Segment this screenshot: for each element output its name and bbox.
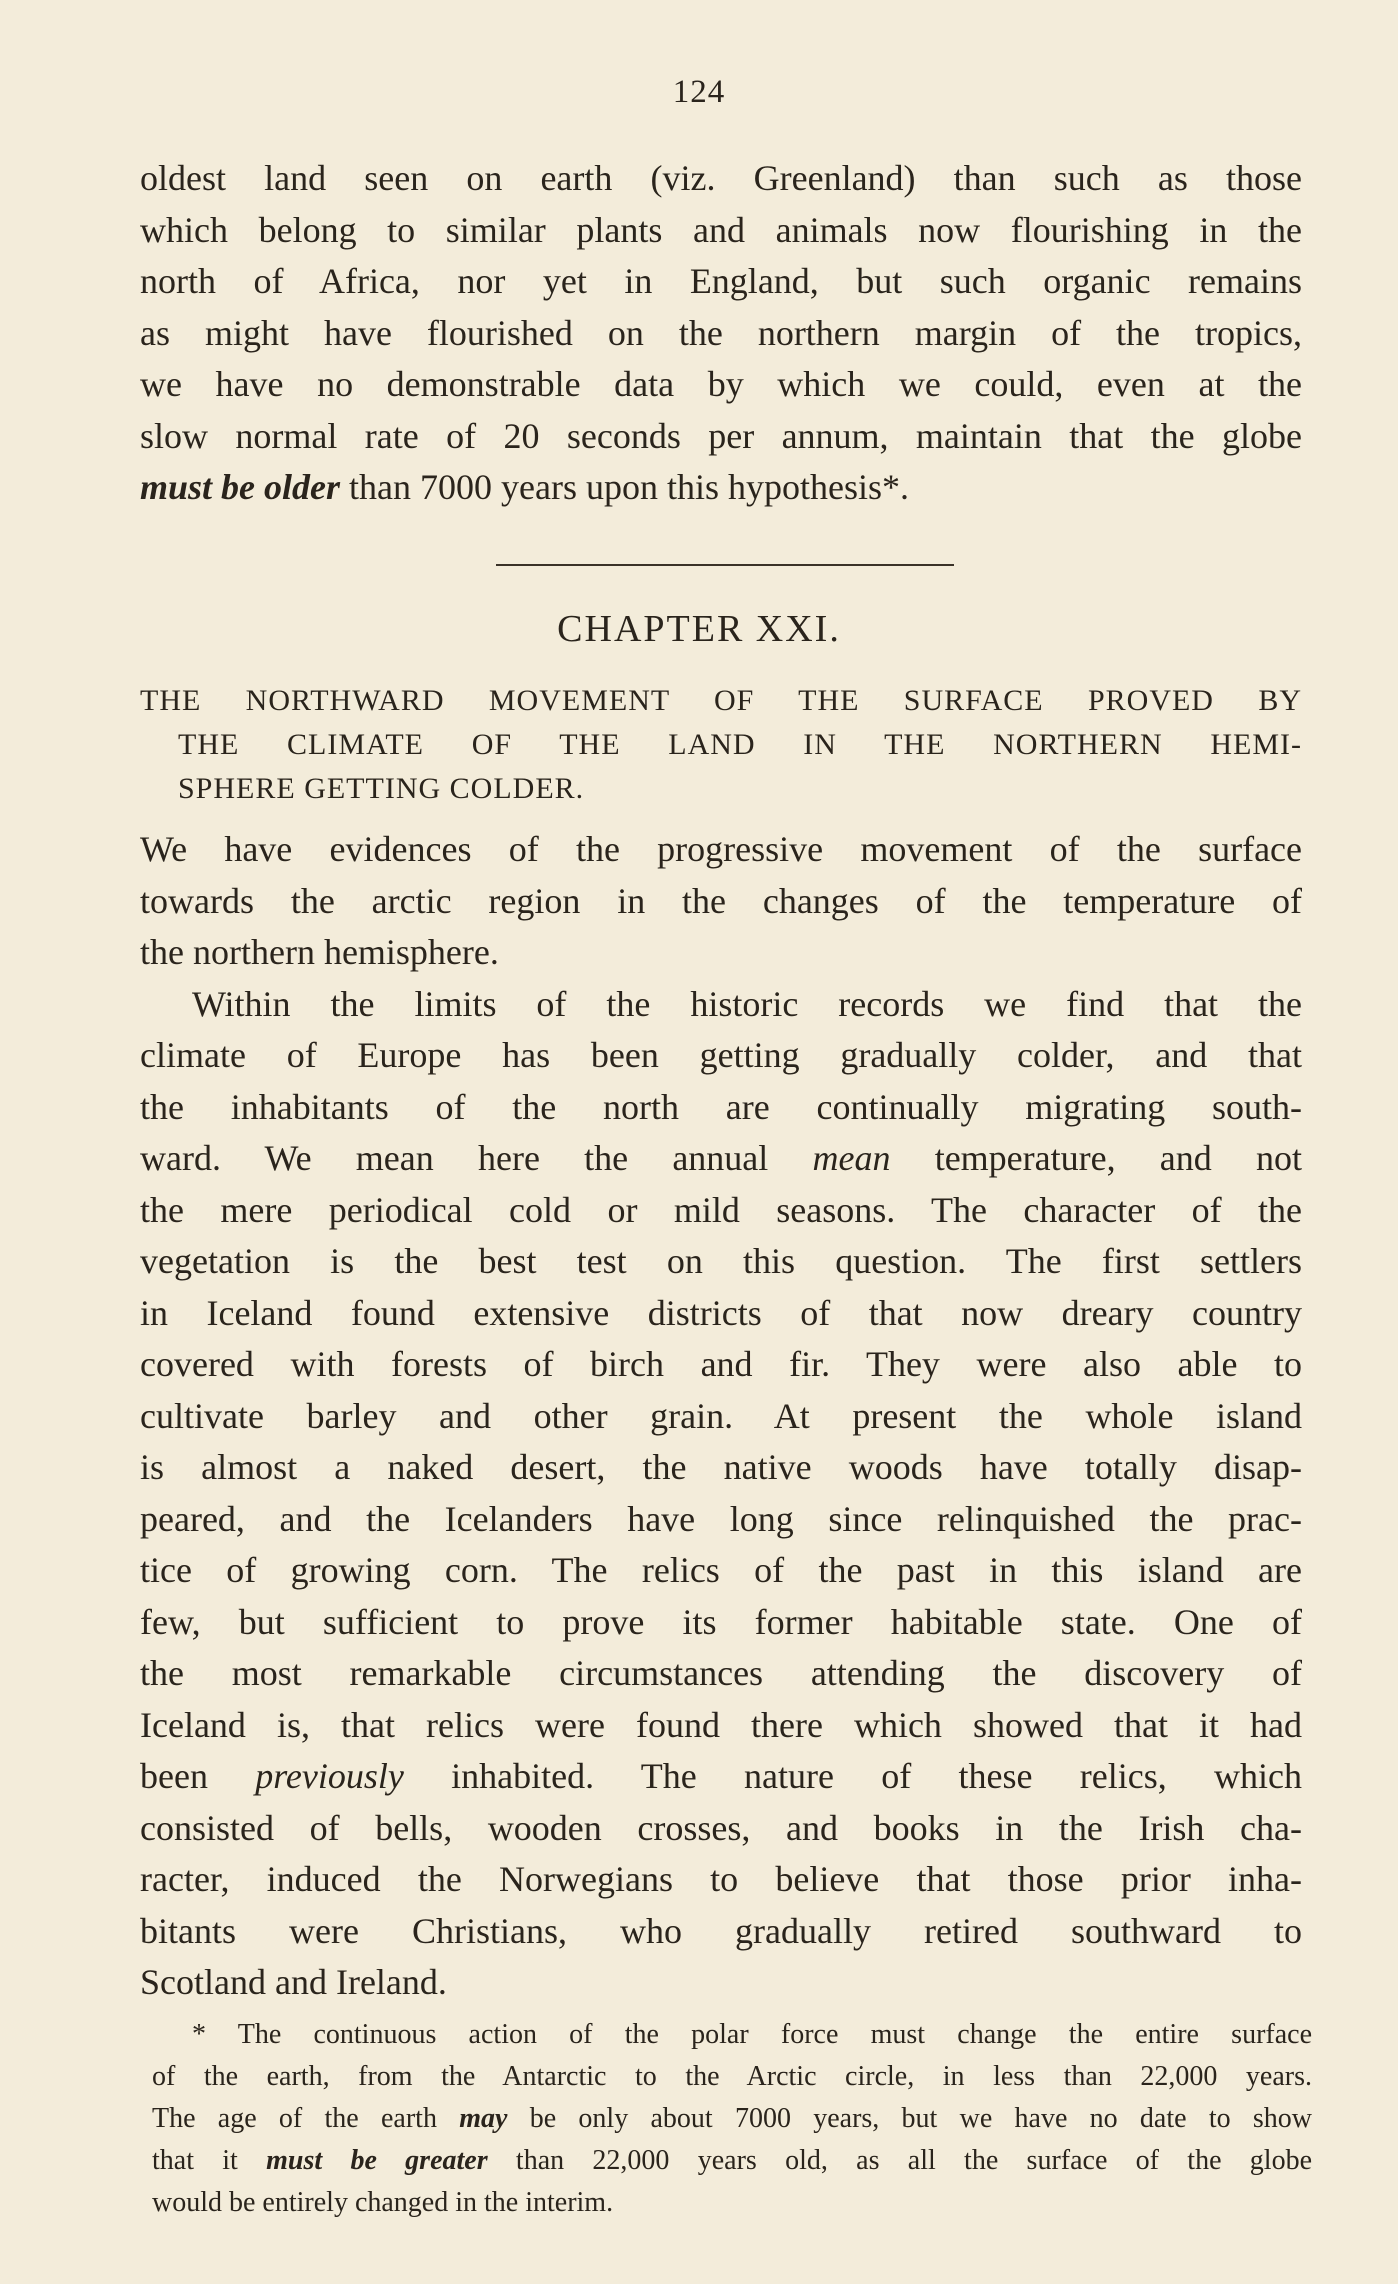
footnote-line: * The continuous action of the polar force must change the entire surface [192, 2019, 1312, 2050]
emphasis-text: may [459, 2103, 508, 2134]
text-fragment: inhabited. The nature of these relics, which [403, 1756, 1302, 1796]
page-number: 124 [672, 74, 726, 110]
emphasis-text: mean [812, 1138, 891, 1178]
text-line: few, but sufficient to prove its former habitable state. One of [140, 1601, 1302, 1642]
footnote-line [152, 2140, 1312, 2182]
text-line: in Iceland found extensive districts of that now dreary country [140, 1292, 1302, 1333]
footnote-line: of the earth, from the Antarctic to the Arctic circle, in less than 22,000 years. [152, 2061, 1312, 2092]
text-line: the mere periodical cold or mild seasons. The character of the [140, 1189, 1302, 1230]
text-fragment: ward. We mean here the annual [140, 1138, 813, 1178]
text-line: the inhabitants of the north are continually migrating south- [140, 1086, 1302, 1127]
text-fragment: be only about 7000 years, but we have no date to show [507, 2103, 1312, 2134]
text-line: vegetation is the best test on this question. The first settlers [140, 1241, 1302, 1281]
heading-line: SPHERE GETTING COLDER. [178, 772, 585, 805]
chapter-heading [140, 679, 1302, 811]
heading-line: THE NORTHWARD MOVEMENT OF THE SURFACE PROVED BY [140, 684, 1302, 717]
chapter-body [140, 824, 1302, 2009]
text-line [140, 1133, 1302, 1185]
text-line: Iceland is, that relics were found there which showed that it had [140, 1704, 1302, 1745]
text-line: bitants were Christians, who gradually retired southward to [140, 1910, 1302, 1951]
text-line: cultivate barley and other grain. At present the whole island [140, 1395, 1302, 1436]
intro-paragraph [140, 153, 1302, 514]
text-line: peared, and the Icelanders have long since relinquished the prac- [140, 1498, 1302, 1539]
footnote [152, 2014, 1312, 2224]
text-fragment: been [140, 1756, 256, 1796]
text-line: is almost a naked desert, the native woods have totally disap- [140, 1447, 1302, 1487]
text-line: tice of growing corn. The relics of the past in this island are [140, 1550, 1302, 1590]
emphasis-text: must be older [140, 467, 341, 507]
text-line: slow normal rate of 20 seconds per annum, maintain that the globe [140, 415, 1302, 456]
chapter-title: CHAPTER XXI. [557, 608, 841, 650]
text-line: racter, induced the Norwegians to believe that those prior inha- [140, 1859, 1302, 1899]
text-fragment: that it [152, 2145, 267, 2176]
text-line: We have evidences of the progressive movement of the surface [140, 829, 1302, 869]
footnote-line: would be entirely changed in the interim. [152, 2187, 614, 2218]
text-line: climate of Europe has been getting gradually colder, and that [140, 1035, 1302, 1075]
text-line [140, 1751, 1302, 1803]
text-line [140, 462, 1302, 514]
text-line: we have no demonstrable data by which we could, even at the [140, 364, 1302, 404]
emphasis-text: must be greater [266, 2145, 488, 2176]
text-fragment: than 7000 years upon this hypothesis*. [340, 467, 909, 507]
text-fragment: than 22,000 years old, as all the surface of the globe [487, 2145, 1313, 2176]
emphasis-text: previously [255, 1756, 404, 1796]
text-line: Within the limits of the historic records we find that the [192, 983, 1302, 1024]
text-line: oldest land seen on earth (viz. Greenland) than such as those [140, 158, 1302, 198]
text-line: towards the arctic region in the changes of the temperature of [140, 880, 1302, 921]
text-line: covered with forests of birch and fir. They were also able to [140, 1344, 1302, 1384]
section-divider [496, 564, 954, 566]
text-line: the northern hemisphere. [140, 932, 499, 972]
text-line: the most remarkable circumstances attending the discovery of [140, 1653, 1302, 1693]
text-line: Scotland and Ireland. [140, 1962, 447, 2002]
text-fragment: The age of the earth [152, 2103, 460, 2134]
heading-line: THE CLIMATE OF THE LAND IN THE NORTHERN HEMI- [178, 728, 1302, 761]
footnote-line [152, 2098, 1312, 2140]
text-fragment: temperature, and not [890, 1138, 1302, 1178]
text-line: which belong to similar plants and animals now flourishing in the [140, 209, 1302, 250]
text-line: as might have flourished on the northern margin of the tropics, [140, 312, 1302, 353]
text-line: north of Africa, nor yet in England, but such organic remains [140, 261, 1302, 301]
text-line: consisted of bells, wooden crosses, and books in the Irish cha- [140, 1807, 1302, 1848]
